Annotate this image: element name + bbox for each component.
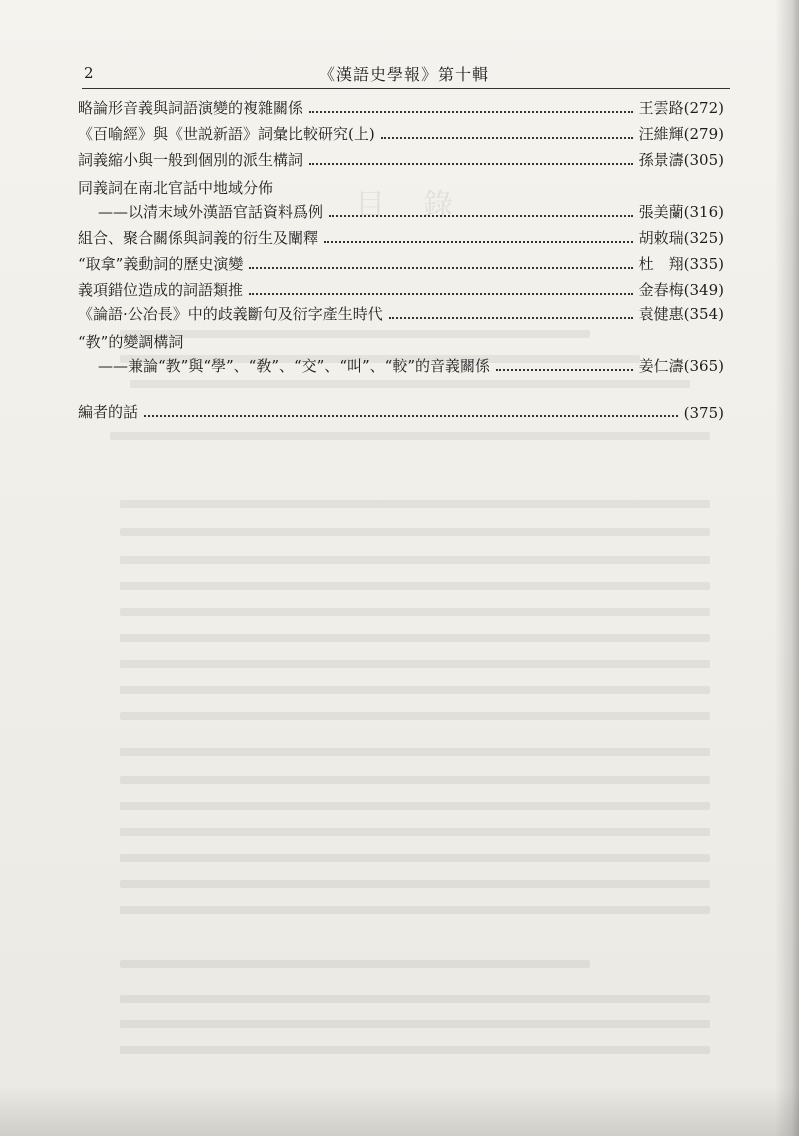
dot-leader <box>249 293 633 295</box>
dot-leader <box>381 137 633 139</box>
dot-leader <box>309 163 633 165</box>
dot-leader <box>329 215 633 217</box>
toc-entry-title: “教”的變調構詞 <box>78 333 184 351</box>
dot-leader <box>249 267 632 269</box>
toc-entry <box>78 148 724 170</box>
toc-entry-author-page: 王雲路(272) <box>638 99 724 117</box>
toc-entry-author-page: 金春梅(349) <box>638 281 724 299</box>
toc-entry-title: “取拿”義動詞的歷史演變 <box>78 255 244 273</box>
toc-entry <box>78 354 724 376</box>
toc-entry-title: 《百喻經》與《世説新語》詞彙比較研究(上) <box>78 125 375 143</box>
dot-leader <box>144 415 678 417</box>
toc-entry-author-page: 姜仁濤(365) <box>638 357 724 375</box>
toc-entry-author-page: 胡敕瑞(325) <box>638 229 724 247</box>
toc-entry <box>78 226 724 248</box>
dot-leader <box>389 317 633 319</box>
page-edge-shadow <box>775 0 799 1136</box>
toc-entry <box>78 200 724 222</box>
toc-entry-title: 組合、聚合關係與詞義的衍生及闡釋 <box>78 229 319 247</box>
toc-entry <box>78 176 724 198</box>
show-through-heading: 目錄 <box>355 188 491 223</box>
toc-entry-author-page: 汪維輝(279) <box>638 125 724 143</box>
toc-entry <box>78 302 724 324</box>
toc-entry <box>78 330 724 352</box>
toc-entry <box>78 122 724 144</box>
journal-title: 《漢語史學報》第十輯 <box>318 65 489 84</box>
dot-leader <box>496 369 633 371</box>
page-number: 2 <box>84 64 94 82</box>
toc-entry-title: 義項錯位造成的詞語類推 <box>78 281 244 299</box>
toc-entry-title: 《論語·公冶長》中的歧義斷句及衍字產生時代 <box>78 305 383 323</box>
running-head <box>84 62 724 84</box>
dot-leader <box>309 111 633 113</box>
toc-entry-author-page: 張美蘭(316) <box>638 203 724 221</box>
toc-entry-title: 編者的話 <box>78 403 139 421</box>
toc-entry <box>78 252 724 274</box>
page-bottom-shadow <box>0 1086 799 1136</box>
toc-entry-title: 同義詞在南北官話中地域分佈 <box>78 179 274 197</box>
toc-entry-title: ——以清末域外漢語官話資料爲例 <box>98 203 324 221</box>
toc-entry-author-page: (375) <box>683 404 724 422</box>
toc-entry-author-page: 杜 翔(335) <box>638 255 724 273</box>
toc-entry-title: 詞義縮小與一般到個別的派生構詞 <box>78 151 304 169</box>
toc-entry <box>78 278 724 300</box>
toc-entry <box>78 400 724 422</box>
toc-entry-title: 略論形音義與詞語演變的複雜關係 <box>78 99 304 117</box>
toc-entry <box>78 96 724 118</box>
toc-entry-author-page: 孫景濤(305) <box>638 151 724 169</box>
toc-entry-author-page: 袁健惠(354) <box>638 305 724 323</box>
header-rule <box>82 88 730 89</box>
dot-leader <box>324 241 633 243</box>
toc-entry-title: ——兼論“教”與“學”、“敎”、“交”、“叫”、“較”的音義關係 <box>98 357 491 375</box>
